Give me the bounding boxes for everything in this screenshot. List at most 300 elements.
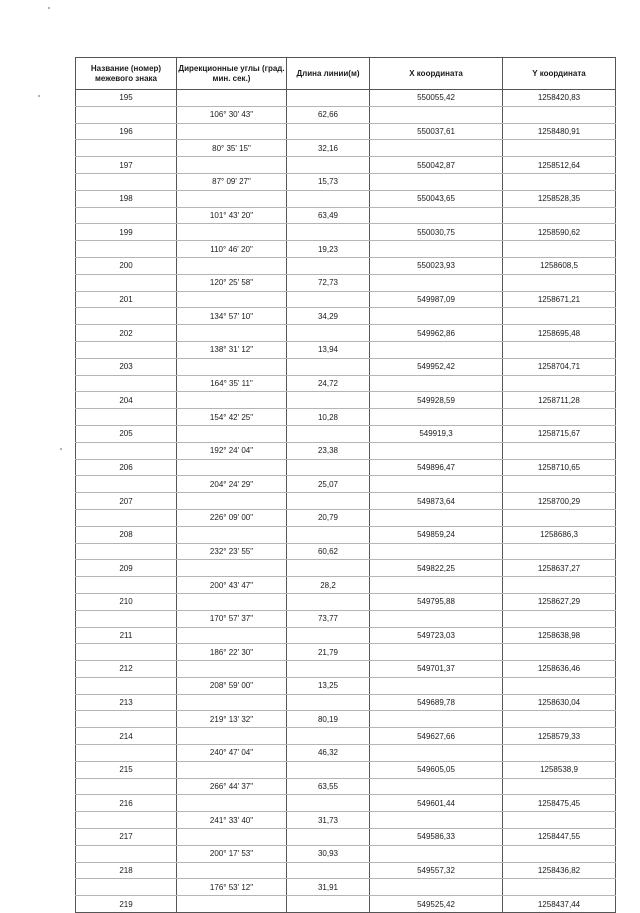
direction-angle — [177, 392, 287, 409]
direction-angle — [177, 829, 287, 846]
direction-angle — [177, 896, 287, 913]
mark-name — [76, 308, 177, 325]
x-coordinate — [370, 509, 503, 526]
table-row — [76, 829, 616, 846]
table-row — [76, 442, 616, 459]
mark-name: 203 — [76, 358, 177, 375]
line-length: 60,62 — [287, 543, 370, 560]
scan-speck — [48, 7, 50, 9]
y-coordinate — [503, 778, 616, 795]
x-coordinate — [370, 409, 503, 426]
x-coordinate: 549987,09 — [370, 291, 503, 308]
y-coordinate: 1258630,04 — [503, 694, 616, 711]
x-coordinate — [370, 745, 503, 762]
direction-angle — [177, 761, 287, 778]
table-row — [76, 610, 616, 627]
y-coordinate — [503, 274, 616, 291]
mark-name — [76, 677, 177, 694]
y-coordinate: 1258590,62 — [503, 224, 616, 241]
direction-angle — [177, 425, 287, 442]
table-row — [76, 241, 616, 258]
mark-name: 209 — [76, 560, 177, 577]
line-length: 23,38 — [287, 442, 370, 459]
x-coordinate: 549525,42 — [370, 896, 503, 913]
x-coordinate — [370, 879, 503, 896]
y-coordinate: 1258700,29 — [503, 493, 616, 510]
line-length: 13,94 — [287, 341, 370, 358]
line-length: 21,79 — [287, 644, 370, 661]
scan-speck — [38, 95, 40, 97]
x-coordinate: 549962,86 — [370, 325, 503, 342]
x-coordinate — [370, 341, 503, 358]
table-row — [76, 694, 616, 711]
y-coordinate — [503, 812, 616, 829]
direction-angle: 170° 57' 37" — [177, 610, 287, 627]
y-coordinate: 1258480,91 — [503, 123, 616, 140]
x-coordinate: 549919,3 — [370, 425, 503, 442]
mark-name: 210 — [76, 593, 177, 610]
x-coordinate — [370, 677, 503, 694]
table-row — [76, 375, 616, 392]
y-coordinate — [503, 140, 616, 157]
y-coordinate — [503, 845, 616, 862]
y-coordinate: 1258636,46 — [503, 661, 616, 678]
mark-name — [76, 812, 177, 829]
direction-angle: 87° 09' 27" — [177, 173, 287, 190]
direction-angle — [177, 291, 287, 308]
y-coordinate — [503, 644, 616, 661]
x-coordinate: 549873,64 — [370, 493, 503, 510]
mark-name: 218 — [76, 862, 177, 879]
x-coordinate: 549689,78 — [370, 694, 503, 711]
x-coordinate: 550030,75 — [370, 224, 503, 241]
table-row — [76, 661, 616, 678]
direction-angle: 164° 35' 11" — [177, 375, 287, 392]
table-row — [76, 157, 616, 174]
y-coordinate — [503, 745, 616, 762]
table-row — [76, 879, 616, 896]
line-length — [287, 190, 370, 207]
table-row — [76, 526, 616, 543]
table-row — [76, 207, 616, 224]
line-length — [287, 392, 370, 409]
direction-angle: 154° 42' 25" — [177, 409, 287, 426]
x-coordinate — [370, 106, 503, 123]
mark-name: 215 — [76, 761, 177, 778]
line-length: 19,23 — [287, 241, 370, 258]
direction-angle — [177, 728, 287, 745]
table-row — [76, 711, 616, 728]
direction-angle — [177, 627, 287, 644]
x-coordinate — [370, 442, 503, 459]
header-direction-angle: Дирекционные углы (град. мин. сек.) — [177, 58, 287, 90]
line-length: 20,79 — [287, 509, 370, 526]
x-coordinate — [370, 778, 503, 795]
line-length: 63,49 — [287, 207, 370, 224]
direction-angle: 186° 22' 30" — [177, 644, 287, 661]
table-row — [76, 509, 616, 526]
y-coordinate: 1258538,9 — [503, 761, 616, 778]
line-length — [287, 425, 370, 442]
boundary-marks-table — [75, 57, 616, 913]
table-row — [76, 644, 616, 661]
direction-angle: 110° 46' 20" — [177, 241, 287, 258]
line-length — [287, 728, 370, 745]
direction-angle — [177, 526, 287, 543]
line-length — [287, 627, 370, 644]
x-coordinate — [370, 577, 503, 594]
x-coordinate: 549701,37 — [370, 661, 503, 678]
table-row — [76, 257, 616, 274]
x-coordinate: 549605,05 — [370, 761, 503, 778]
mark-name — [76, 778, 177, 795]
table-row — [76, 862, 616, 879]
mark-name: 195 — [76, 90, 177, 107]
line-length: 63,55 — [287, 778, 370, 795]
header-mark-name: Название (номер) межевого знака — [76, 58, 177, 90]
mark-name — [76, 543, 177, 560]
mark-name — [76, 375, 177, 392]
x-coordinate: 549952,42 — [370, 358, 503, 375]
direction-angle: 208° 59' 00" — [177, 677, 287, 694]
line-length — [287, 224, 370, 241]
y-coordinate: 1258627,29 — [503, 593, 616, 610]
x-coordinate: 549601,44 — [370, 795, 503, 812]
y-coordinate — [503, 677, 616, 694]
mark-name — [76, 644, 177, 661]
table-row — [76, 812, 616, 829]
scan-speck — [60, 448, 62, 450]
table-row — [76, 627, 616, 644]
table-row — [76, 459, 616, 476]
line-length: 28,2 — [287, 577, 370, 594]
x-coordinate: 549627,66 — [370, 728, 503, 745]
mark-name — [76, 509, 177, 526]
line-length — [287, 157, 370, 174]
line-length: 15,73 — [287, 173, 370, 190]
y-coordinate: 1258695,48 — [503, 325, 616, 342]
x-coordinate: 549723,03 — [370, 627, 503, 644]
direction-angle — [177, 661, 287, 678]
direction-angle — [177, 459, 287, 476]
x-coordinate — [370, 308, 503, 325]
direction-angle: 200° 17' 53" — [177, 845, 287, 862]
mark-name — [76, 409, 177, 426]
table-row — [76, 325, 616, 342]
line-length: 31,91 — [287, 879, 370, 896]
y-coordinate: 1258436,82 — [503, 862, 616, 879]
line-length — [287, 593, 370, 610]
direction-angle: 266° 44' 37" — [177, 778, 287, 795]
y-coordinate: 1258704,71 — [503, 358, 616, 375]
y-coordinate: 1258512,64 — [503, 157, 616, 174]
x-coordinate — [370, 241, 503, 258]
line-length — [287, 560, 370, 577]
table-row — [76, 728, 616, 745]
mark-name: 211 — [76, 627, 177, 644]
table-body — [76, 90, 616, 913]
table-row — [76, 291, 616, 308]
table-row — [76, 745, 616, 762]
y-coordinate — [503, 409, 616, 426]
mark-name: 208 — [76, 526, 177, 543]
y-coordinate: 1258579,33 — [503, 728, 616, 745]
y-coordinate — [503, 509, 616, 526]
table-row — [76, 577, 616, 594]
direction-angle: 240° 47' 04" — [177, 745, 287, 762]
direction-angle: 176° 53' 12" — [177, 879, 287, 896]
line-length: 34,29 — [287, 308, 370, 325]
direction-angle: 138° 31' 12" — [177, 341, 287, 358]
line-length — [287, 123, 370, 140]
mark-name: 216 — [76, 795, 177, 812]
mark-name: 202 — [76, 325, 177, 342]
y-coordinate: 1258447,55 — [503, 829, 616, 846]
mark-name — [76, 341, 177, 358]
mark-name: 207 — [76, 493, 177, 510]
y-coordinate: 1258686,3 — [503, 526, 616, 543]
direction-angle — [177, 358, 287, 375]
x-coordinate: 549859,24 — [370, 526, 503, 543]
direction-angle — [177, 257, 287, 274]
y-coordinate — [503, 476, 616, 493]
mark-name: 205 — [76, 425, 177, 442]
mark-name — [76, 207, 177, 224]
mark-name — [76, 173, 177, 190]
direction-angle — [177, 862, 287, 879]
line-length — [287, 896, 370, 913]
y-coordinate — [503, 207, 616, 224]
direction-angle — [177, 493, 287, 510]
x-coordinate: 549928,59 — [370, 392, 503, 409]
x-coordinate — [370, 610, 503, 627]
y-coordinate: 1258420,83 — [503, 90, 616, 107]
y-coordinate: 1258711,28 — [503, 392, 616, 409]
table-row — [76, 358, 616, 375]
line-length — [287, 862, 370, 879]
direction-angle: 106° 30' 43" — [177, 106, 287, 123]
y-coordinate — [503, 543, 616, 560]
y-coordinate — [503, 106, 616, 123]
line-length: 72,73 — [287, 274, 370, 291]
y-coordinate: 1258710,65 — [503, 459, 616, 476]
line-length: 31,73 — [287, 812, 370, 829]
y-coordinate: 1258475,45 — [503, 795, 616, 812]
x-coordinate — [370, 173, 503, 190]
table-row — [76, 224, 616, 241]
line-length: 10,28 — [287, 409, 370, 426]
direction-angle — [177, 325, 287, 342]
y-coordinate: 1258715,67 — [503, 425, 616, 442]
table-row — [76, 778, 616, 795]
line-length: 32,16 — [287, 140, 370, 157]
direction-angle: 226° 09' 00" — [177, 509, 287, 526]
line-length — [287, 257, 370, 274]
table-row — [76, 560, 616, 577]
mark-name — [76, 476, 177, 493]
direction-angle — [177, 123, 287, 140]
direction-angle — [177, 190, 287, 207]
mark-name — [76, 274, 177, 291]
table-row — [76, 392, 616, 409]
y-coordinate — [503, 341, 616, 358]
y-coordinate — [503, 241, 616, 258]
mark-name — [76, 241, 177, 258]
y-coordinate: 1258528,35 — [503, 190, 616, 207]
table-row — [76, 493, 616, 510]
direction-angle: 80° 35' 15" — [177, 140, 287, 157]
line-length: 62,66 — [287, 106, 370, 123]
mark-name — [76, 845, 177, 862]
direction-angle: 120° 25' 58" — [177, 274, 287, 291]
y-coordinate — [503, 375, 616, 392]
line-length: 24,72 — [287, 375, 370, 392]
x-coordinate — [370, 812, 503, 829]
mark-name: 199 — [76, 224, 177, 241]
mark-name — [76, 106, 177, 123]
direction-angle — [177, 90, 287, 107]
table-row — [76, 795, 616, 812]
header-x-coordinate: Х координата — [370, 58, 503, 90]
x-coordinate — [370, 644, 503, 661]
table-row — [76, 543, 616, 560]
table-row — [76, 896, 616, 913]
direction-angle — [177, 593, 287, 610]
x-coordinate — [370, 140, 503, 157]
x-coordinate: 549586,33 — [370, 829, 503, 846]
direction-angle — [177, 560, 287, 577]
y-coordinate — [503, 442, 616, 459]
x-coordinate — [370, 375, 503, 392]
mark-name: 196 — [76, 123, 177, 140]
line-length — [287, 526, 370, 543]
direction-angle — [177, 157, 287, 174]
table-row — [76, 845, 616, 862]
line-length: 13,25 — [287, 677, 370, 694]
table-row — [76, 425, 616, 442]
direction-angle: 192° 24' 04" — [177, 442, 287, 459]
x-coordinate: 550055,42 — [370, 90, 503, 107]
direction-angle — [177, 224, 287, 241]
x-coordinate — [370, 476, 503, 493]
table-row — [76, 341, 616, 358]
line-length — [287, 795, 370, 812]
mark-name: 200 — [76, 257, 177, 274]
y-coordinate — [503, 711, 616, 728]
table-row — [76, 308, 616, 325]
y-coordinate — [503, 308, 616, 325]
table-row — [76, 106, 616, 123]
mark-name: 206 — [76, 459, 177, 476]
mark-name — [76, 745, 177, 762]
direction-angle: 101° 43' 20" — [177, 207, 287, 224]
table-row — [76, 409, 616, 426]
y-coordinate — [503, 879, 616, 896]
direction-angle: 219° 13' 32" — [177, 711, 287, 728]
direction-angle: 134° 57' 10" — [177, 308, 287, 325]
line-length — [287, 459, 370, 476]
line-length — [287, 291, 370, 308]
x-coordinate: 550023,93 — [370, 257, 503, 274]
table-row — [76, 593, 616, 610]
mark-name: 201 — [76, 291, 177, 308]
table-row — [76, 476, 616, 493]
mark-name — [76, 140, 177, 157]
line-length — [287, 325, 370, 342]
mark-name: 213 — [76, 694, 177, 711]
line-length — [287, 661, 370, 678]
table-row — [76, 123, 616, 140]
mark-name — [76, 577, 177, 594]
direction-angle: 204° 24' 29" — [177, 476, 287, 493]
direction-angle — [177, 795, 287, 812]
x-coordinate: 549795,88 — [370, 593, 503, 610]
line-length — [287, 761, 370, 778]
line-length: 46,32 — [287, 745, 370, 762]
x-coordinate: 550037,61 — [370, 123, 503, 140]
y-coordinate — [503, 610, 616, 627]
y-coordinate: 1258637,27 — [503, 560, 616, 577]
x-coordinate — [370, 711, 503, 728]
y-coordinate: 1258638,98 — [503, 627, 616, 644]
header-line-length: Длина линии(м) — [287, 58, 370, 90]
x-coordinate: 549896,47 — [370, 459, 503, 476]
line-length: 73,77 — [287, 610, 370, 627]
mark-name: 198 — [76, 190, 177, 207]
mark-name — [76, 442, 177, 459]
line-length — [287, 694, 370, 711]
line-length — [287, 90, 370, 107]
x-coordinate — [370, 274, 503, 291]
direction-angle: 232° 23' 55" — [177, 543, 287, 560]
table-row — [76, 90, 616, 107]
y-coordinate — [503, 577, 616, 594]
mark-name: 204 — [76, 392, 177, 409]
table-row — [76, 140, 616, 157]
y-coordinate: 1258608,5 — [503, 257, 616, 274]
x-coordinate — [370, 543, 503, 560]
line-length: 25,07 — [287, 476, 370, 493]
mark-name — [76, 879, 177, 896]
mark-name — [76, 711, 177, 728]
mark-name: 217 — [76, 829, 177, 846]
header-y-coordinate: Y координата — [503, 58, 616, 90]
direction-angle: 200° 43' 47" — [177, 577, 287, 594]
mark-name — [76, 610, 177, 627]
line-length — [287, 358, 370, 375]
direction-angle: 241° 33' 40" — [177, 812, 287, 829]
x-coordinate: 549822,25 — [370, 560, 503, 577]
direction-angle — [177, 694, 287, 711]
y-coordinate: 1258437,44 — [503, 896, 616, 913]
x-coordinate: 550042,87 — [370, 157, 503, 174]
table-row — [76, 677, 616, 694]
table-row — [76, 190, 616, 207]
line-length — [287, 493, 370, 510]
y-coordinate — [503, 173, 616, 190]
table-row — [76, 274, 616, 291]
x-coordinate: 550043,65 — [370, 190, 503, 207]
x-coordinate — [370, 207, 503, 224]
x-coordinate — [370, 845, 503, 862]
line-length: 80,19 — [287, 711, 370, 728]
table-row — [76, 173, 616, 190]
x-coordinate: 549557,32 — [370, 862, 503, 879]
header-row — [76, 58, 616, 90]
line-length — [287, 829, 370, 846]
mark-name: 212 — [76, 661, 177, 678]
mark-name: 219 — [76, 896, 177, 913]
